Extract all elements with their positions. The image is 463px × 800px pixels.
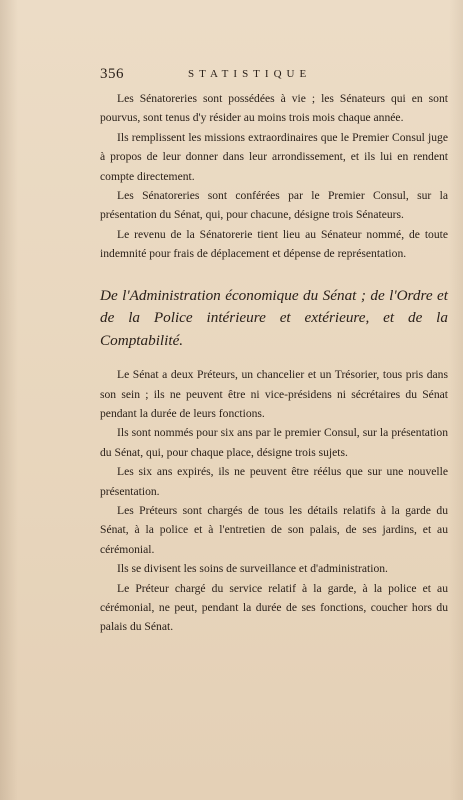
running-title: STATISTIQUE — [188, 68, 312, 80]
paragraph: Les Préteurs sont chargés de tous les détails relatifs à la garde du Sénat, à la police et à l'entretien de son palais, de ses jardins, et au cérémonial. — [100, 504, 448, 556]
paragraph: Le Préteur chargé du service relatif à la garde, à la police et au cérémonial, ne peut, pendant la durée de ses fonctions, coucher hors du palais du Sénat. — [100, 581, 448, 634]
paragraph: Les Sénatoreries sont conférées par le Premier Consul, sur la présentation du Sénat, qui, pour chacune, désigne trois Sénateurs. — [100, 189, 448, 222]
paragraph: Ils remplissent les missions extraordinaires que le Premier Consul juge à propos de leur donner dans leur arrondissement, et ils lui en rendent compte directement. — [100, 130, 448, 183]
section-heading: De l'Administration économique du Sénat ; de l'Ordre et de la Police intérieure et extérieure, et de la Comptabilité. — [100, 286, 448, 349]
paragraph: Les six ans expirés, ils ne peuvent être réélus que sur une nouvelle présentation. — [100, 465, 448, 498]
page-header — [100, 66, 456, 88]
paragraph: Le revenu de la Sénatorerie tient lieu au Sénateur nommé, de toute indemnité pour frais de déplacement et dépense de représentation. — [100, 227, 448, 261]
paragraph: Ils sont nommés pour six ans par le premier Consul, sur la présentation du Sénat, qui, pour chaque place, désigne trois sujets. — [100, 426, 448, 459]
paragraph: Les Sénatoreries sont possédées à vie ; les Sénateurs qui en sont pourvus, sont tenus d'y résider au moins trois mois chaque année. — [100, 92, 448, 125]
page-number: 356 — [100, 66, 124, 82]
paragraph: Ils se divisent les soins de surveillance et d'administration. — [117, 562, 388, 576]
paragraph: Le Sénat a deux Préteurs, un chancelier et un Trésorier, tous pris dans son sein ; ils ne peuvent être ni vice-présidens ni sécrétaires du Sénat pendant la durée de leurs fonctions. — [100, 368, 448, 420]
body-text — [100, 89, 448, 637]
